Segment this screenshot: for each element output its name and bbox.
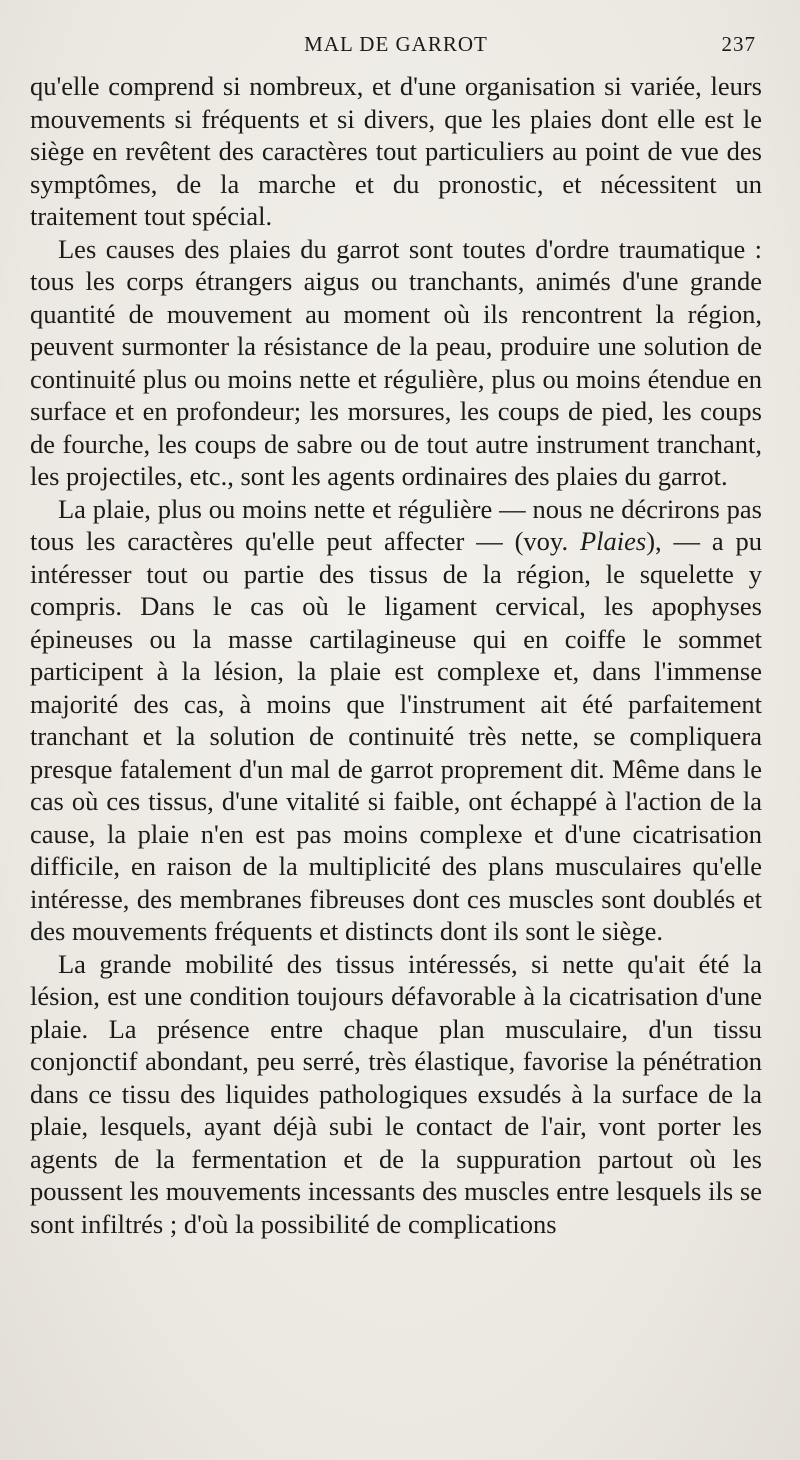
page-number: 237 (721, 32, 756, 56)
paragraph-3-text-before: La plaie, plus ou moins nette et régulière — nous ne décrirons pas tous les caractères qu'elle peut affecter — (voy. (30, 493, 762, 556)
body-text (30, 70, 762, 1240)
paragraph-3 (30, 493, 762, 948)
paragraph-3-italic-reference: Plaies (579, 526, 647, 556)
paragraph-2: Les causes des plaies du garrot sont toutes d'ordre traumatique : tous les corps étrangers aigus ou tranchants, animés d'une grande quantité de mouvement au moment où ils rencontrent la région, peuvent surmonter la résistance de la peau, produire une solution de continuité plus ou moins nette et régulière, plus ou moins étendue en surface et en profondeur; les morsures, les coups de pied, les coups de fourche, les coups de sabre ou de tout autre instrument tranchant, les projectiles, etc., sont les agents ordinaires des plaies du garrot. (30, 233, 762, 491)
running-title: MAL DE GARROT (304, 32, 488, 56)
paragraph-3-text-after: ), — a pu intéresser tout ou partie des tissus de la région, le squelette y compris. Dans le cas où le ligament cervical, les apophyses épineuses ou la masse cartilagineuse qui en coiffe le sommet participent à la lésion, la plaie est complexe et, dans l'immense majorité des cas, à moins que l'instrument ait été parfaitement tranchant et la solution de continuité très nette, se compliquera presque fatalement d'un mal de garrot proprement dit. Même dans le cas où ces tissus, d'une vitalité si faible, ont échappé à l'action de la cause, la plaie n'en est pas moins complexe et d'une cicatrisation difficile, en raison de la multiplicité des plans musculaires qu'elle intéresse, des membranes fibreuses dont ces muscles sont doublés et des mouvements fréquents et distincts dont ils sont le siège. (30, 526, 763, 946)
paragraph-4: La grande mobilité des tissus intéressés, si nette qu'ait été la lésion, est une condition toujours défavorable à la cicatrisation d'une plaie. La présence entre chaque plan musculaire, d'un tissu conjonctif abondant, peu serré, très élastique, favorise la pénétration dans ce tissu des liquides pathologiques exsudés à la surface de la plaie, lesquels, ayant déjà subi le contact de l'air, vont porter les agents de la fermentation et de la suppuration partout où les poussent les mouvements incessants des muscles entre lesquels ils se sont infiltrés ; d'où la possibilité de complications (30, 948, 762, 1239)
running-head (30, 28, 762, 68)
paragraph-1: qu'elle comprend si nombreux, et d'une organisation si variée, leurs mouvements si fréquents et si divers, que les plaies dont elle est le siège en revêtent des caractères tout particuliers au point de vue des symptômes, de la marche et du pronostic, et nécessitent un traitement tout spécial. (30, 71, 762, 231)
